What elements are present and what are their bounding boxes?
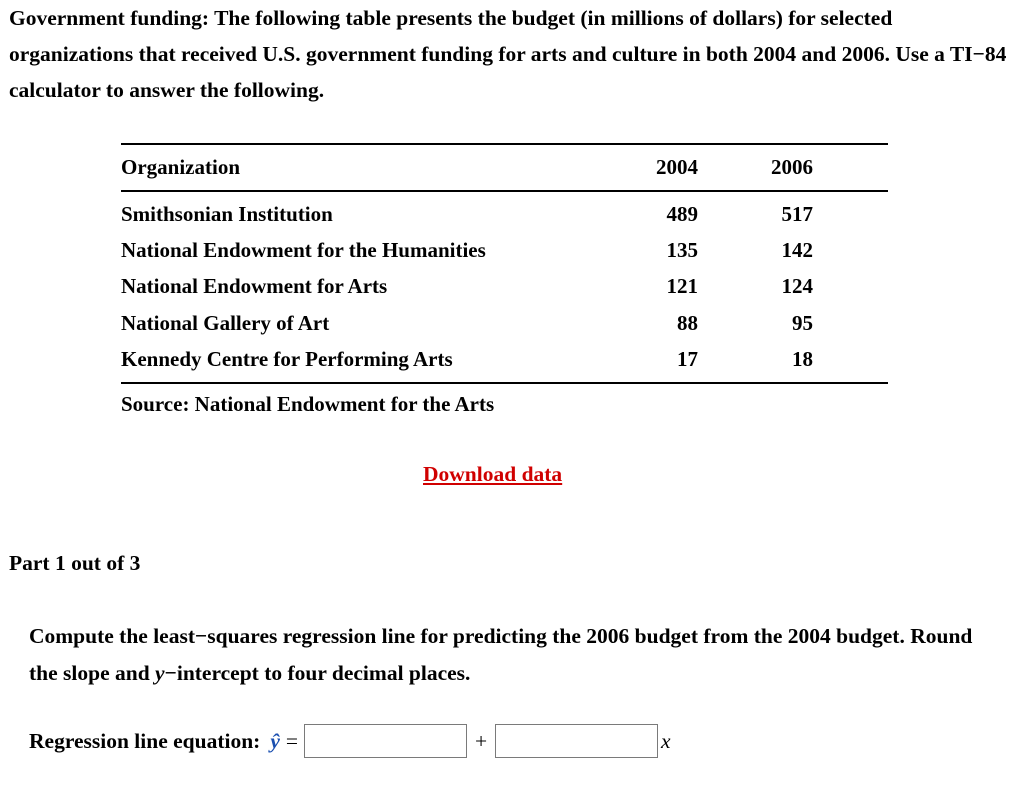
cell-organization: National Gallery of Art [121, 310, 330, 335]
cell-2006: 95 [792, 310, 813, 335]
cell-organization: National Endowment for Arts [121, 274, 388, 299]
cell-2004: 489 [666, 201, 698, 226]
plus-sign: + [474, 728, 488, 753]
regression-equation-row [29, 722, 671, 760]
cell-2006: 142 [781, 238, 813, 263]
table-bottom-rule [121, 383, 888, 384]
cell-spacer [813, 269, 888, 305]
slope-input[interactable] [495, 724, 658, 758]
intercept-input[interactable] [304, 724, 467, 758]
cell-organization: National Endowment for the Humanities [121, 238, 486, 263]
question-text [29, 618, 989, 692]
equals-sign: = [285, 728, 299, 753]
cell-2004: 17 [677, 347, 698, 372]
cell-2004: 135 [666, 238, 698, 263]
cell-organization: Smithsonian Institution [121, 201, 333, 226]
cell-2006: 124 [781, 274, 813, 299]
question-text-after: −intercept to four decimal places. [164, 661, 471, 685]
header-2004: 2004 [656, 155, 698, 179]
equation-label: Regression line equation: [29, 728, 261, 753]
download-data-link[interactable]: Download data [423, 462, 563, 486]
cell-organization: Kennedy Centre for Performing Arts [121, 347, 453, 372]
intro-text: Government funding: The following table presents the budget (in millions of dollars) for selected organizations that received U.S. government funding for arts and culture in both 2004 and 2006. Use a TI−84 calculator to answer the following. [9, 6, 1007, 102]
cell-spacer [813, 232, 888, 268]
table-row [121, 342, 888, 383]
budget-table [121, 143, 888, 384]
table-header-row [121, 144, 888, 191]
cell-spacer [813, 191, 888, 232]
cell-2006: 517 [781, 201, 813, 226]
header-organization: Organization [121, 155, 240, 179]
cell-2004: 121 [666, 274, 698, 299]
x-variable-symbol: x [661, 728, 671, 753]
cell-2006: 18 [792, 347, 813, 372]
table-row [121, 191, 888, 232]
cell-2004: 88 [677, 310, 698, 335]
y-hat-symbol: ŷ [270, 728, 280, 753]
question-text-before: Compute the least−squares regression line for predicting the 2006 budget from the 2004 budget. Round the slope and [29, 624, 973, 685]
budget-table-container [121, 143, 888, 384]
table-row [121, 232, 888, 268]
question-variable-y: y [155, 661, 165, 685]
header-spacer [813, 144, 888, 191]
table-source-note: Source: National Endowment for the Arts [121, 392, 495, 416]
header-2006: 2006 [771, 155, 813, 179]
cell-spacer [813, 305, 888, 341]
table-row [121, 305, 888, 341]
cell-spacer [813, 342, 888, 383]
part-indicator: Part 1 out of 3 [9, 551, 141, 575]
table-row [121, 269, 888, 305]
